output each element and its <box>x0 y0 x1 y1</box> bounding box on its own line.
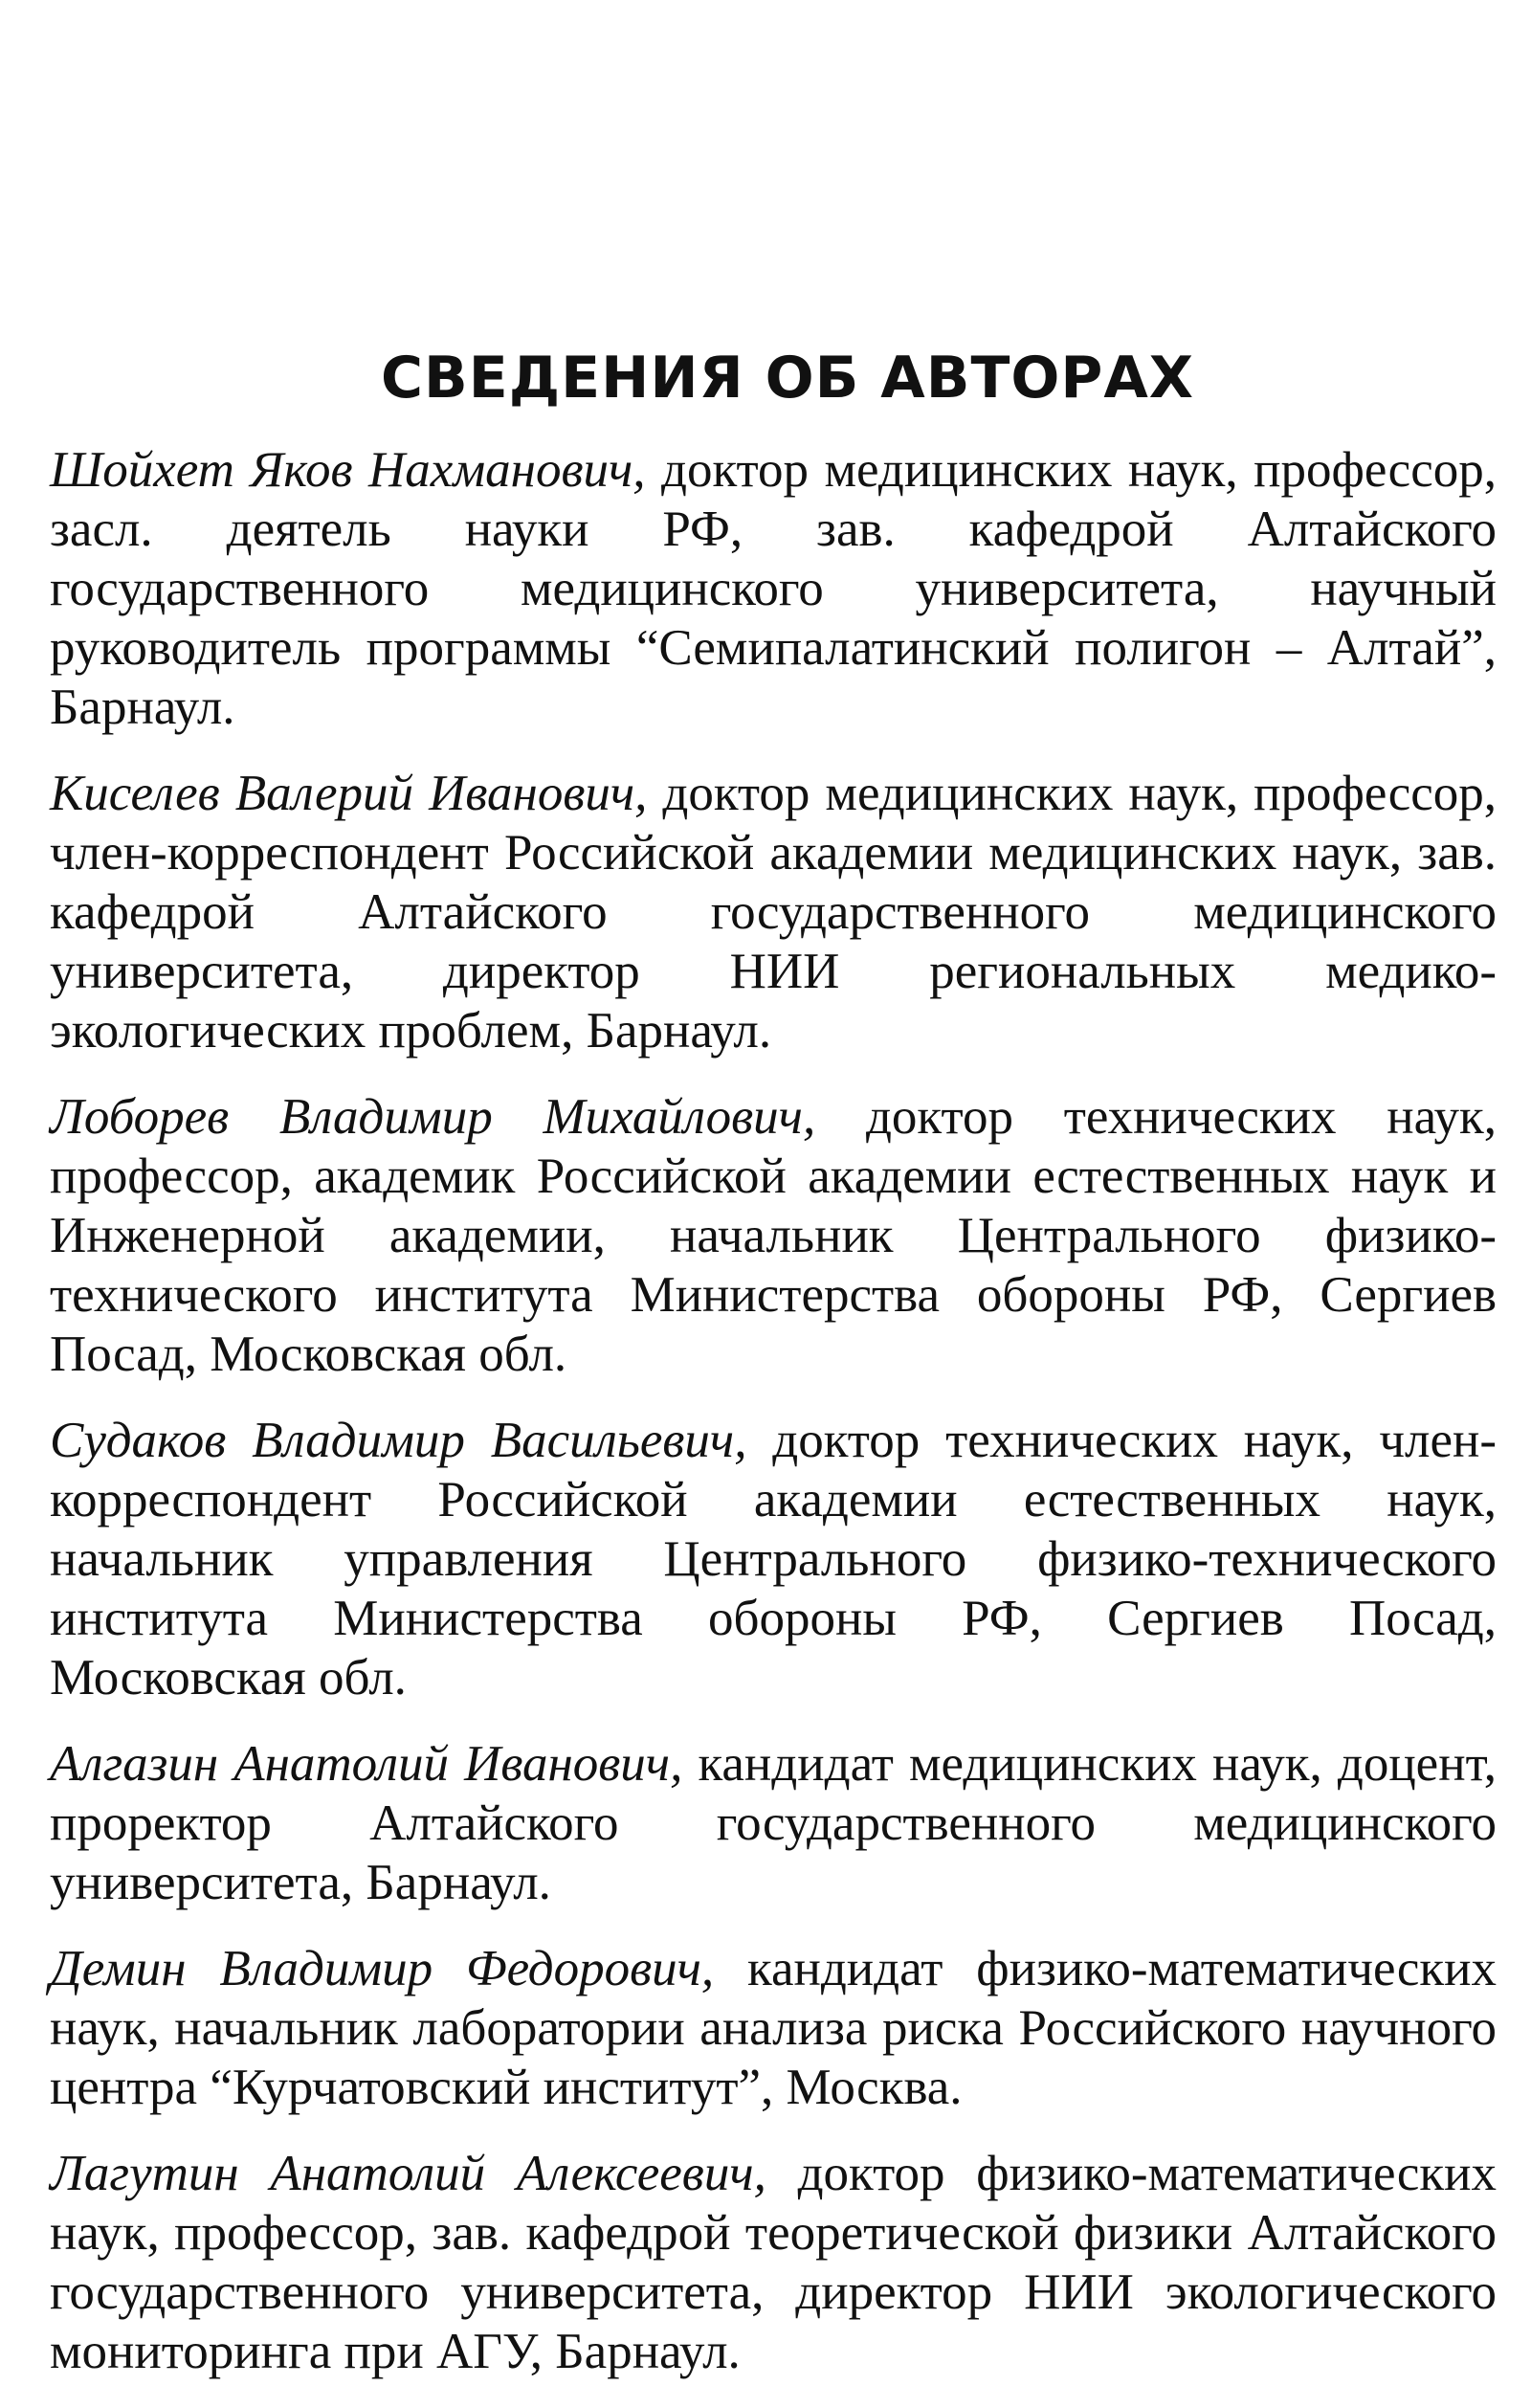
page-heading: СВЕДЕНИЯ ОБ АВТОРАХ <box>380 345 1195 412</box>
author-entry <box>50 764 1497 1060</box>
author-description: доктор технических наук, профессор, академик Российской академии естественных наук и Инженерной академии, начальник Центрального физико-технического института Министерства обороны РФ, Сергиев Посад, Московская обл. <box>50 1089 1497 1382</box>
author-entry <box>50 1734 1497 1912</box>
author-entry <box>50 1087 1497 1384</box>
author-description: кандидат медицинских наук, доцент, проректор Алтайского государственного медицинского университета, Барнаул. <box>50 1736 1497 1910</box>
author-description: доктор медицинских наук, профессор, засл. деятель науки РФ, зав. кафедрой Алтайского государственного медицинского университета, научный руководитель программы “Семипалатинский полигон – Алтай”, Барнаул. <box>50 442 1497 735</box>
author-description: доктор медицинских наук, профессор, член-корреспондент Российской академии медицинских наук, зав. кафедрой Алтайского государственного медицинского университета, директор НИИ региональных медико-экологических проблем, Барнаул. <box>50 766 1497 1059</box>
author-name: Киселев Валерий Иванович, <box>50 766 648 821</box>
author-entry <box>50 440 1497 737</box>
author-entry <box>50 2144 1497 2381</box>
author-name: Демин Владимир Федорович, <box>50 1941 715 1996</box>
author-description: доктор физико-математических наук, профессор, зав. кафедрой теоретической физики Алтайского государственного университета, директор НИИ экологического мониторинга при АГУ, Барнаул. <box>50 2146 1497 2379</box>
author-entry <box>50 1411 1497 1707</box>
author-name: Шойхет Яков Нахманович, <box>50 442 646 498</box>
author-name: Алгазин Анатолий Иванович, <box>50 1736 683 1792</box>
document-page <box>50 345 1497 2408</box>
author-entry <box>50 1939 1497 2117</box>
author-name: Судаков Владимир Васильевич, <box>50 1413 747 1468</box>
author-description: доктор технических наук, член-корреспондент Российской академии естественных наук, начальник управления Центрального физико-технического института Министерства обороны РФ, Сергиев Посад, Московская обл. <box>50 1413 1497 1706</box>
author-description: кандидат физико-математических наук, начальник лаборатории анализа риска Российского научного центра “Курчатовский институт”, Москва. <box>50 1941 1497 2115</box>
author-name: Лагутин Анатолий Алексеевич, <box>50 2146 766 2201</box>
author-name: Лоборев Владимир Михайлович, <box>50 1089 816 1145</box>
